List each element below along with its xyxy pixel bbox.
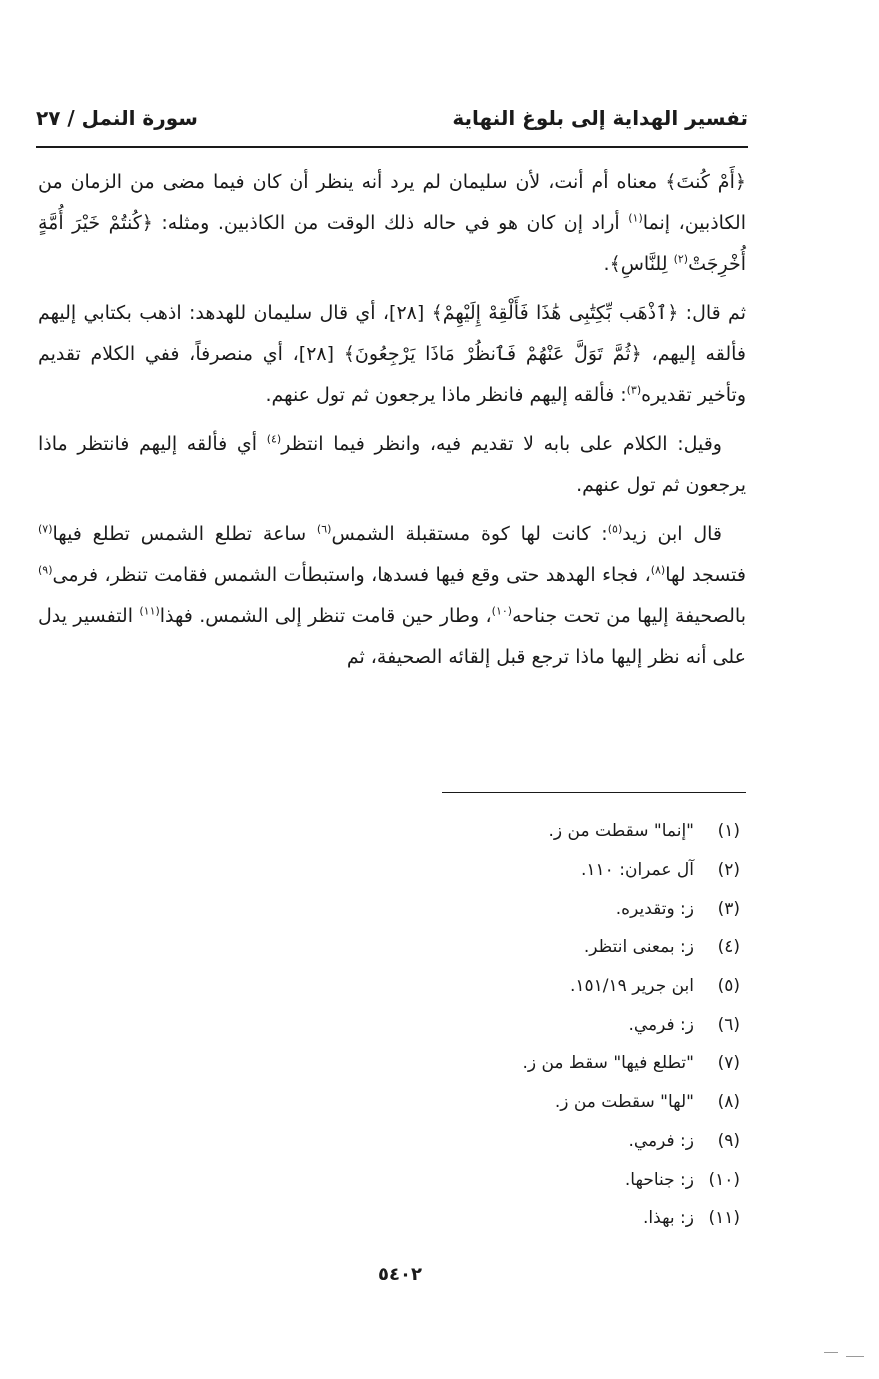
footnote-number: (٣) <box>717 898 740 919</box>
footnote-text: ز: وتقديره. <box>615 898 694 919</box>
text-run: قال ابن زيد <box>622 523 722 545</box>
footnote-number: (١٠) <box>708 1169 740 1190</box>
header-divider <box>36 146 748 148</box>
footnote-number: (٦) <box>717 1014 740 1035</box>
footnote-number: (١) <box>717 821 740 842</box>
footnote-item <box>380 889 740 928</box>
book-title: تفسير الهداية إلى بلوغ النهاية <box>452 106 748 130</box>
footnote-item <box>380 967 740 1006</box>
footnote-item <box>380 1083 740 1122</box>
text-run: ثم قال: ﴿ٱذْهَب بِّكِتَٰبِى هَٰذَا فَأَلْقِهْ إِلَيْهِمْ﴾ [٢٨]، أي قال سليمان للهدهد: اذهب بكتابي إليهم فألقه إليهم، ﴿ثُمَّ تَوَلَّ عَنْهُمْ فَٱنظُرْ مَاذَا يَرْجِعُونَ﴾ [٢٨]، أي منصرفاً، ففي الكلام تقديم وتأخير تقديره <box>38 302 746 406</box>
footnote-marker: (٣) <box>626 383 642 397</box>
footnote-text: "إنما" سقطت من ز. <box>548 821 694 842</box>
footnote-text: ابن جرير ١٥١/١٩. <box>570 976 694 997</box>
footnote-marker: (١) <box>628 211 643 225</box>
paragraph <box>38 293 746 416</box>
footnote-item <box>380 1044 740 1083</box>
footnote-marker: (٩) <box>38 563 53 577</box>
footnote-text: ز: جناحها. <box>624 1169 694 1190</box>
footnote-item <box>380 812 740 851</box>
footnote-text: ز: بهذا. <box>643 1208 694 1229</box>
main-text <box>38 162 746 686</box>
footnote-item <box>380 1160 740 1199</box>
footnote-text: ز: فرمي. <box>628 1130 694 1151</box>
surah-label: سورة النمل / ٢٧ <box>36 106 198 130</box>
text-run: بالصحيفة إليها من تحت جناحه <box>512 605 747 627</box>
paragraph <box>38 162 746 285</box>
footnote-number: (٥) <box>717 976 740 997</box>
paragraph <box>38 424 746 506</box>
scan-mark <box>846 1356 864 1357</box>
footnote-number: (٤) <box>717 937 740 958</box>
footnote-number: (٩) <box>717 1130 740 1151</box>
text-run: : كانت لها كوة مستقبلة الشمس <box>331 523 608 545</box>
footnotes-list <box>380 812 740 1238</box>
footnote-item <box>380 1005 740 1044</box>
paragraph <box>38 514 746 678</box>
text-run: فتسجد لها <box>665 564 746 586</box>
text-run: وقيل: الكلام على بابه لا تقديم فيه، وانظر فيما انتظر <box>281 433 722 455</box>
footnote-marker: (٧) <box>38 522 53 536</box>
text-run: ساعة تطلع الشمس تطلع فيها <box>52 523 317 545</box>
footnote-text: ز: فرمي. <box>628 1014 694 1035</box>
footnote-marker: (٦) <box>316 522 332 536</box>
page-number: ٥٤٠٢ <box>378 1264 422 1285</box>
footnote-number: (١١) <box>708 1208 740 1229</box>
text-run: ﴿أَمْ كُنتَ﴾ معناه أم أنت، لأن سليمان لم يرد أنه ينظر أن كان فيما مضى من الزمان من الكاذبين، إنما <box>38 171 747 234</box>
running-header <box>36 104 748 144</box>
footnote-marker: (٤) <box>266 432 282 446</box>
footnote-marker: (١٠) <box>491 604 513 618</box>
text-run: أراد إن كان هو في حاله ذلك الوقت من الكاذبين. ومثله: ﴿كُنتُمْ خَيْرَ أُمَّةٍ أُخْرِجَتْ <box>38 212 746 275</box>
footnote-number: (٢) <box>717 860 740 881</box>
footnote-divider <box>442 792 746 793</box>
footnote-item <box>380 851 740 890</box>
text-run: ، وطار حين قامت تنظر إلى الشمس. فهذا <box>159 605 492 627</box>
footnote-number: (٨) <box>717 1092 740 1113</box>
footnote-item <box>380 928 740 967</box>
footnote-text: "لها" سقطت من ز. <box>554 1092 694 1113</box>
footnote-marker: (٨) <box>650 563 666 577</box>
footnote-text: "تطلع فيها" سقط من ز. <box>522 1053 694 1074</box>
footnote-number: (٧) <box>717 1053 740 1074</box>
footnote-marker: (٥) <box>607 522 623 536</box>
text-run: أي فألقه إليهم فانتظر ماذا يرجعون ثم تول عنهم. <box>38 433 746 496</box>
scan-mark <box>824 1352 838 1353</box>
footnote-marker: (١١) <box>139 604 160 618</box>
footnote-text: ز: بمعنى انتظر. <box>583 937 694 958</box>
footnote-item <box>380 1122 740 1161</box>
footnote-item <box>380 1199 740 1238</box>
text-run: لِلنَّاسِ﴾. <box>603 253 674 275</box>
text-run: ، فجاء الهدهد حتى وقع فيها فسدها، واستبطأت الشمس فقامت تنظر، فرمى <box>52 564 651 586</box>
footnote-text: آل عمران: ١١٠. <box>581 860 694 881</box>
footnote-marker: (٢) <box>673 252 689 266</box>
text-run: : فألقه إليهم فانظر ماذا يرجعون ثم تول عنهم. <box>265 384 627 406</box>
text-run: التفسير يدل على أنه نظر إليها ماذا ترجع قبل إلقائه الصحيفة، ثم <box>38 605 746 668</box>
